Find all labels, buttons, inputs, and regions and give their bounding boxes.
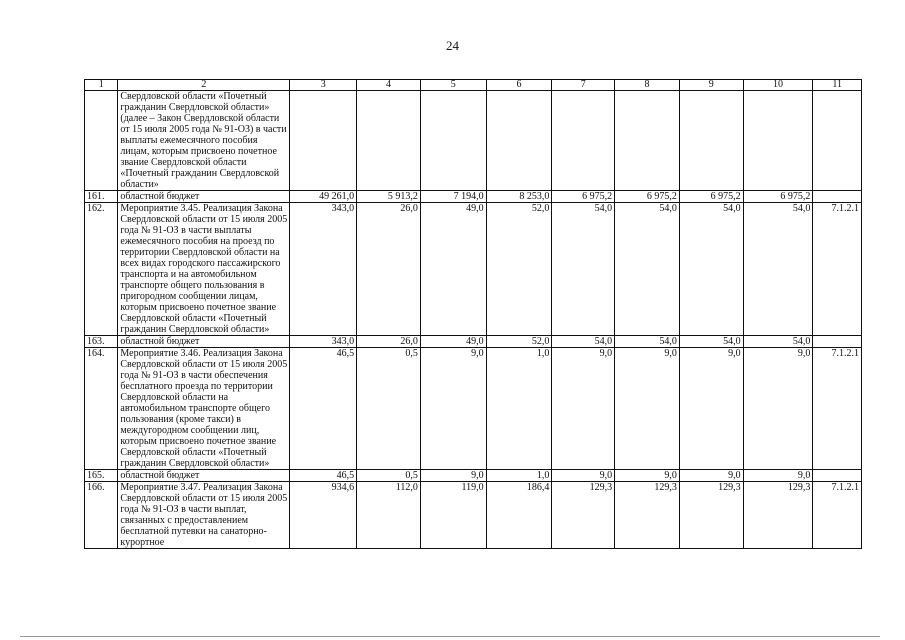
page-edge-line: [20, 636, 880, 637]
value-cell: 54,0: [679, 203, 743, 336]
value-cell: 46,5: [290, 348, 357, 470]
row-number: 165.: [85, 470, 118, 482]
value-cell: 129,3: [743, 482, 813, 549]
page-number: 24: [446, 38, 459, 53]
value-cell: 49 261,0: [290, 191, 357, 203]
row-description: Мероприятие 3.45. Реализация Закона Свердловской области от 15 июля 2005 года № 91-ОЗ в части выплаты ежемесячного пособия на проезд по территории Свердловской области на всех видах городского пассажирского транспорта и на автомобильном транспорте общего пользования в пригородном сообщении лицам, которым присвоено почетное звание Свердловской области «Почетный гражданин Свердловской области»: [118, 203, 290, 336]
column-header: 8: [615, 80, 680, 91]
value-cell: 6 975,2: [679, 191, 743, 203]
value-cell: 343,0: [290, 203, 357, 336]
row-number: 162.: [85, 203, 118, 336]
value-cell: 54,0: [743, 203, 813, 336]
value-cell: 54,0: [552, 203, 615, 336]
row-description: областной бюджет: [118, 191, 290, 203]
value-cell: 0,5: [357, 470, 421, 482]
table-row: [85, 336, 862, 348]
value-cell: 1,0: [486, 348, 552, 470]
value-cell: 6 975,2: [552, 191, 615, 203]
column-header: 9: [679, 80, 743, 91]
value-cell: 49,0: [420, 203, 486, 336]
row-number: 164.: [85, 348, 118, 470]
value-cell: 9,0: [679, 348, 743, 470]
row-number: 166.: [85, 482, 118, 549]
budget-table: [84, 79, 862, 549]
target-code: [813, 91, 862, 191]
value-cell: 9,0: [615, 470, 680, 482]
value-cell: 129,3: [552, 482, 615, 549]
value-cell: 129,3: [615, 482, 680, 549]
value-cell: 9,0: [679, 470, 743, 482]
value-cell: 129,3: [679, 482, 743, 549]
value-cell: [615, 91, 680, 191]
column-header: 10: [743, 80, 813, 91]
header-row: [85, 80, 862, 91]
value-cell: 9,0: [615, 348, 680, 470]
row-description: областной бюджет: [118, 336, 290, 348]
value-cell: 26,0: [357, 336, 421, 348]
value-cell: 54,0: [615, 336, 680, 348]
value-cell: 6 975,2: [743, 191, 813, 203]
column-header: 4: [357, 80, 421, 91]
value-cell: [552, 91, 615, 191]
value-cell: 52,0: [486, 203, 552, 336]
value-cell: 9,0: [552, 470, 615, 482]
row-description: Мероприятие 3.47. Реализация Закона Свердловской области от 15 июля 2005 года № 91-ОЗ в части выплат, связанных с предоставлением бесплатной путевки на санаторно-курортное: [118, 482, 290, 549]
value-cell: [290, 91, 357, 191]
value-cell: 6 975,2: [615, 191, 680, 203]
column-header: 1: [85, 80, 118, 91]
table-row: [85, 482, 862, 549]
column-header: 3: [290, 80, 357, 91]
value-cell: 112,0: [357, 482, 421, 549]
value-cell: 26,0: [357, 203, 421, 336]
value-cell: 54,0: [615, 203, 680, 336]
row-description: областной бюджет: [118, 470, 290, 482]
target-code: 7.1.2.1: [813, 203, 862, 336]
table-row: [85, 348, 862, 470]
column-header: 6: [486, 80, 552, 91]
value-cell: [357, 91, 421, 191]
value-cell: 9,0: [743, 348, 813, 470]
value-cell: 52,0: [486, 336, 552, 348]
value-cell: 54,0: [679, 336, 743, 348]
value-cell: 46,5: [290, 470, 357, 482]
row-description: Свердловской области «Почетный гражданин Свердловской области» (далее – Закон Свердловской области от 15 июля 2005 года № 91-ОЗ) в части выплаты ежемесячного пособия лицам, которым присвоено почетное звание Свердловской области «Почетный гражданин Свердловской области»: [118, 91, 290, 191]
value-cell: 934,6: [290, 482, 357, 549]
column-header: 11: [813, 80, 862, 91]
value-cell: 54,0: [743, 336, 813, 348]
target-code: 7.1.2.1: [813, 482, 862, 549]
row-description: Мероприятие 3.46. Реализация Закона Свердловской области от 15 июля 2005 года № 91-ОЗ в части обеспечения бесплатного проезда по территории Свердловской области на автомобильном транспорте общего пользования (кроме такси) в междугородном сообщении лиц, которым присвоено почетное звание Свердловской области «Почетный гражданин Свердловской области»: [118, 348, 290, 470]
value-cell: 5 913,2: [357, 191, 421, 203]
value-cell: 8 253,0: [486, 191, 552, 203]
target-code: 7.1.2.1: [813, 348, 862, 470]
value-cell: 343,0: [290, 336, 357, 348]
value-cell: 119,0: [420, 482, 486, 549]
target-code: [813, 470, 862, 482]
target-code: [813, 191, 862, 203]
value-cell: 1,0: [486, 470, 552, 482]
row-number: [85, 91, 118, 191]
row-number: 163.: [85, 336, 118, 348]
value-cell: [486, 91, 552, 191]
column-header: 5: [420, 80, 486, 91]
value-cell: 186,4: [486, 482, 552, 549]
value-cell: 9,0: [552, 348, 615, 470]
value-cell: [679, 91, 743, 191]
table-row: [85, 191, 862, 203]
target-code: [813, 336, 862, 348]
value-cell: 0,5: [357, 348, 421, 470]
column-header: 7: [552, 80, 615, 91]
value-cell: 7 194,0: [420, 191, 486, 203]
value-cell: 9,0: [420, 348, 486, 470]
value-cell: 9,0: [420, 470, 486, 482]
value-cell: 49,0: [420, 336, 486, 348]
value-cell: [743, 91, 813, 191]
value-cell: 9,0: [743, 470, 813, 482]
column-header: 2: [118, 80, 290, 91]
table-row: [85, 91, 862, 191]
table-row: [85, 470, 862, 482]
table-row: [85, 203, 862, 336]
value-cell: 54,0: [552, 336, 615, 348]
value-cell: [420, 91, 486, 191]
row-number: 161.: [85, 191, 118, 203]
